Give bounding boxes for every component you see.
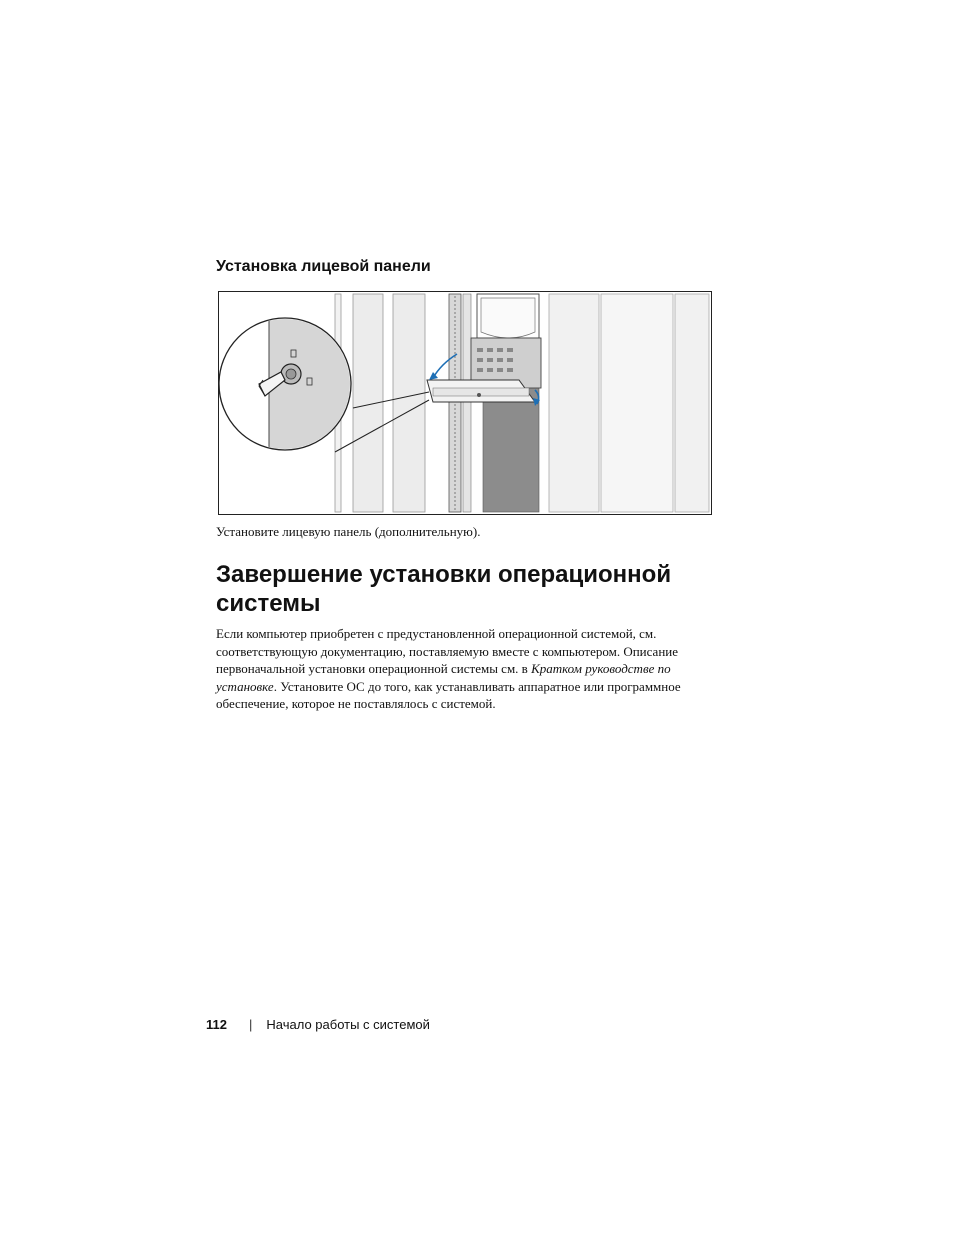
page-number: 112 — [206, 1017, 227, 1032]
rack-panel — [393, 294, 425, 512]
rack-panel — [675, 294, 709, 512]
footer-separator: | — [248, 1017, 253, 1032]
section-heading: Установка лицевой панели — [216, 258, 431, 275]
bezel-figure — [218, 291, 712, 515]
rack-panel — [601, 294, 673, 512]
body-paragraph — [216, 625, 696, 713]
page-footer — [206, 1017, 430, 1032]
body-text-part-2: . Установите ОС до того, как устанавливать аппаратное или программное обеспечение, которое не поставлялось с системой. — [216, 678, 681, 711]
rack-rail — [449, 294, 461, 512]
body-text-part-1: Если компьютер приобретен с предустановленной операционной системой, см. соответствующую документацию, поставляемую вместе с компьютером. Описание первоначальной установки операционной системы см. в — [216, 626, 679, 676]
running-title: Начало работы с системой — [266, 1017, 430, 1032]
bezel-installation-illustration — [219, 292, 711, 514]
chapter-heading: Завершение установки операционной системы — [216, 561, 672, 617]
figure-caption: Установите лицевую панель (дополнительную). — [216, 524, 481, 539]
body-text-italic-reference: Кратком руководстве по установке — [216, 661, 671, 694]
rack-panel — [549, 294, 599, 512]
